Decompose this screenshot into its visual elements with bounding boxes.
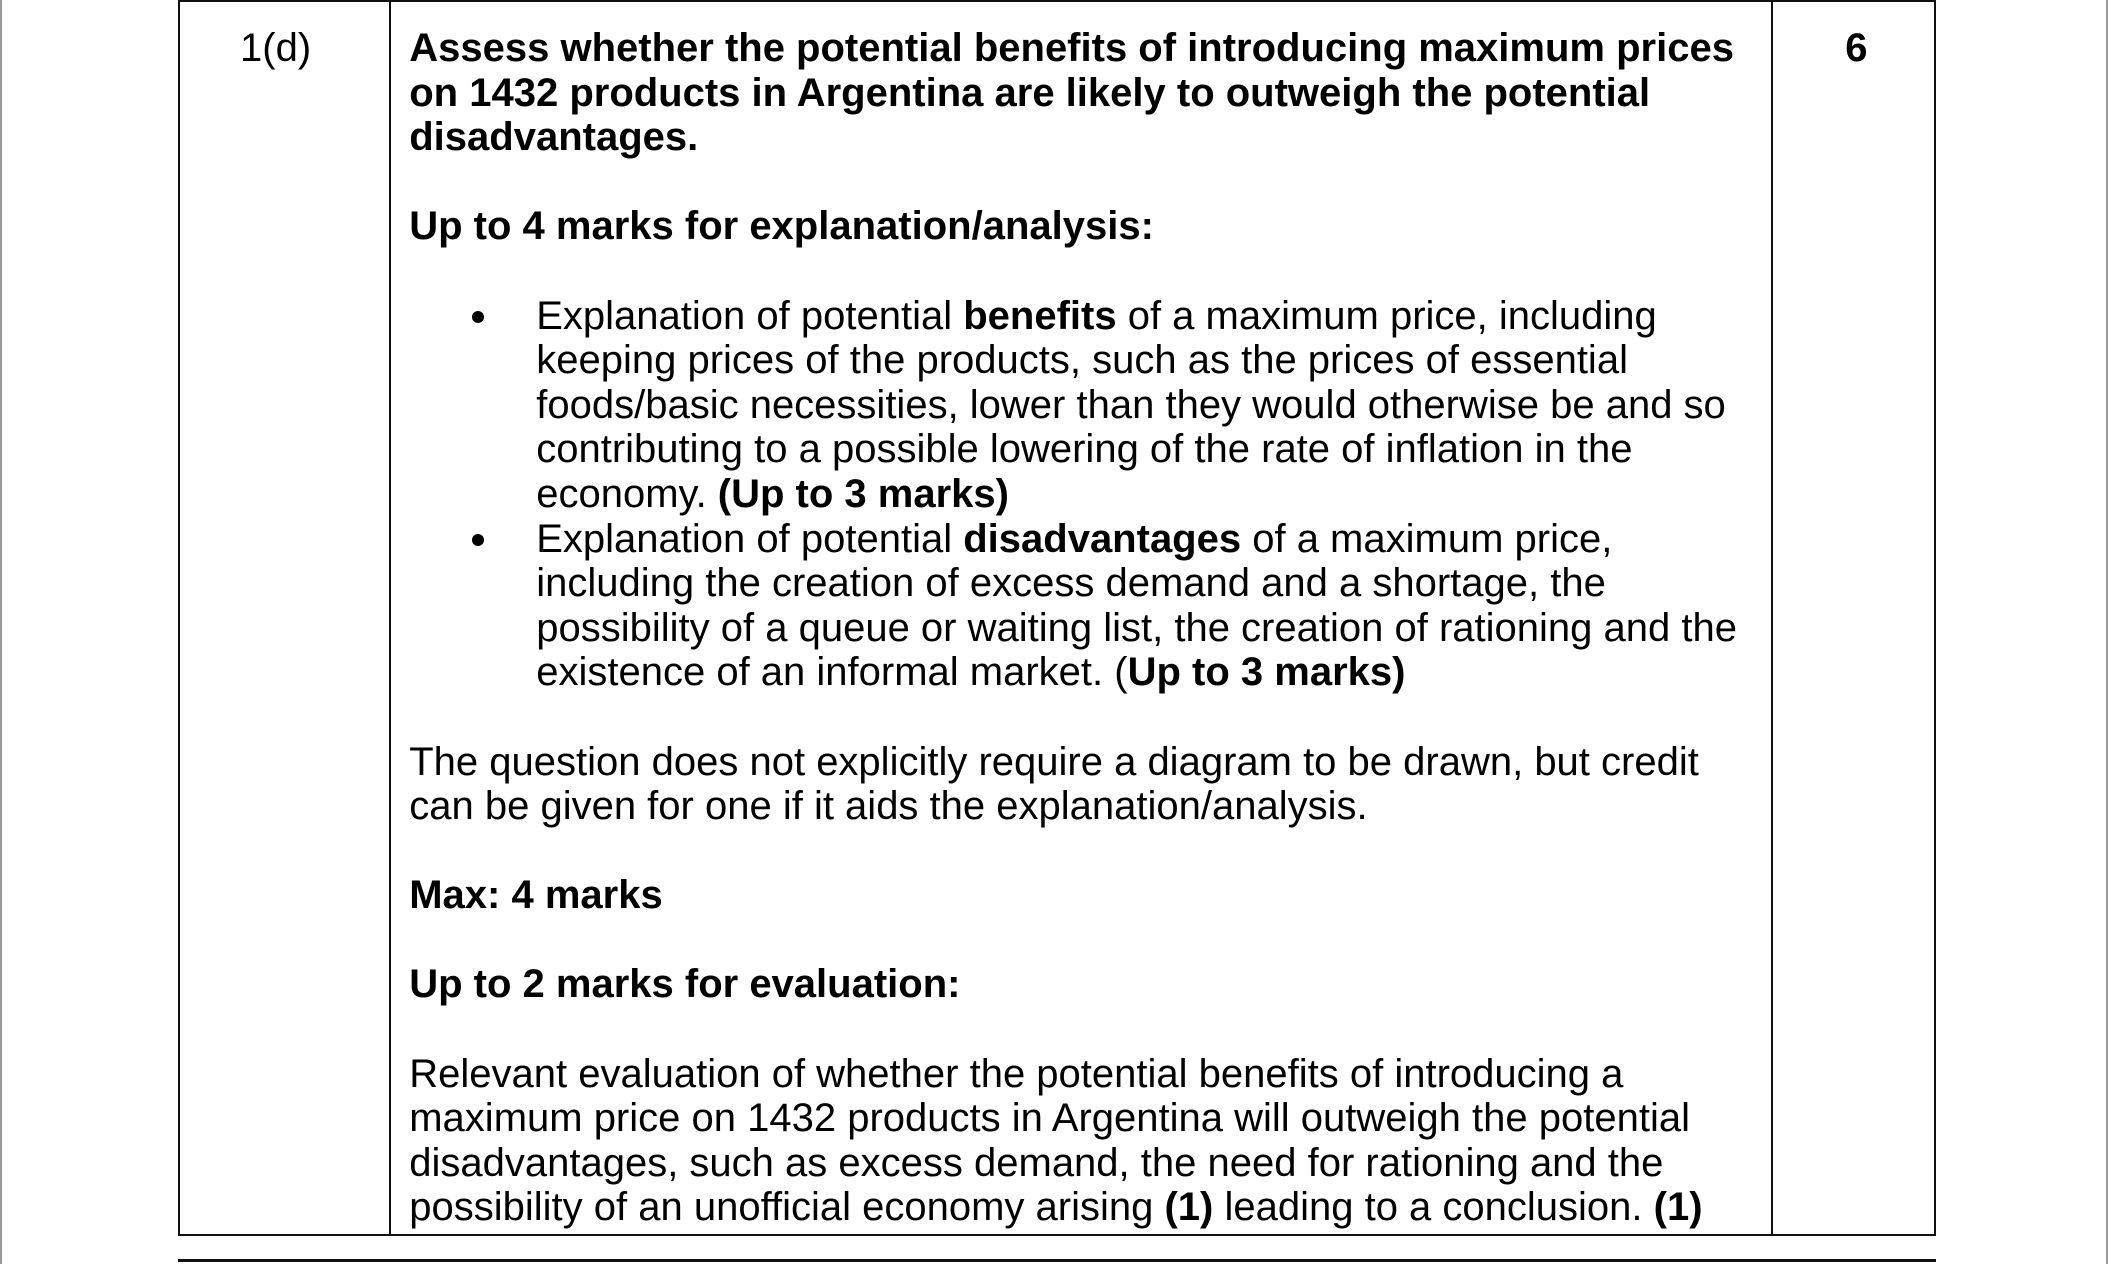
section2-heading: Up to 2 marks for evaluation: [409,962,961,1007]
answer-content [391,2,1771,1230]
bullet-marks: (Up to 3 marks) [717,471,1009,516]
mark-scheme-row [179,1,1935,1235]
mark-scheme-table [178,0,1936,1236]
bullet-text: of a maximum price, including the creation of excess demand and a shortage, the possibility of a queue or waiting list, the creation of rationing and the existence of an informal market. ( [536,516,1737,695]
evaluation-mark: (1) [1653,1185,1703,1230]
evaluation-text: Relevant evaluation of whether the potential benefits of introducing a maximum price on 1432 products in Argentina will outweigh the potential disadvantages, such as excess demand, the need for rationing and the possibility of an unofficial economy arising (1) leading to a conclusion. (1) [409,1051,1703,1230]
bullet-keyword: disadvantages [963,516,1242,561]
question-number: 1(d) [240,26,312,70]
page-left-edge [0,0,2,1264]
marks-total: 6 [1845,26,1868,70]
evaluation-mark: (1) [1164,1185,1214,1230]
bullet-benefits [409,294,1745,517]
bullet-disadvantages [409,517,1745,695]
question-text: Assess whether the potential benefits of introducing maximum prices on 1432 products in Argentina are likely to outweigh the potential disadvantages. [409,26,1734,160]
marks-cell [1772,1,1935,1235]
bullet-text: Explanation of potential [536,293,964,338]
bullet-list [409,294,1745,695]
answer-cell [390,1,1772,1235]
max-marks: Max: 4 marks [409,873,663,918]
bullet-text: Explanation of potential [536,516,964,561]
bullet-marks: Up to 3 marks) [1127,650,1406,695]
section1-heading: Up to 4 marks for explanation/analysis: [409,204,1154,249]
bullet-keyword: benefits [963,293,1117,338]
question-number-cell [179,1,390,1235]
diagram-note: The question does not explicitly require a diagram to be drawn, but credit can be given for one if it aids the explanation/analysis. [409,739,1699,829]
table-bottom-border [178,1259,1936,1262]
bullet-dot-icon [472,534,484,546]
bullet-text: of a maximum price, including keeping prices of the products, such as the prices of essential foods/basic necessities, lower than they would otherwise be and so contributing to a possible lowering of the rate of inflation in the economy. [536,293,1726,516]
bullet-dot-icon [472,311,484,323]
